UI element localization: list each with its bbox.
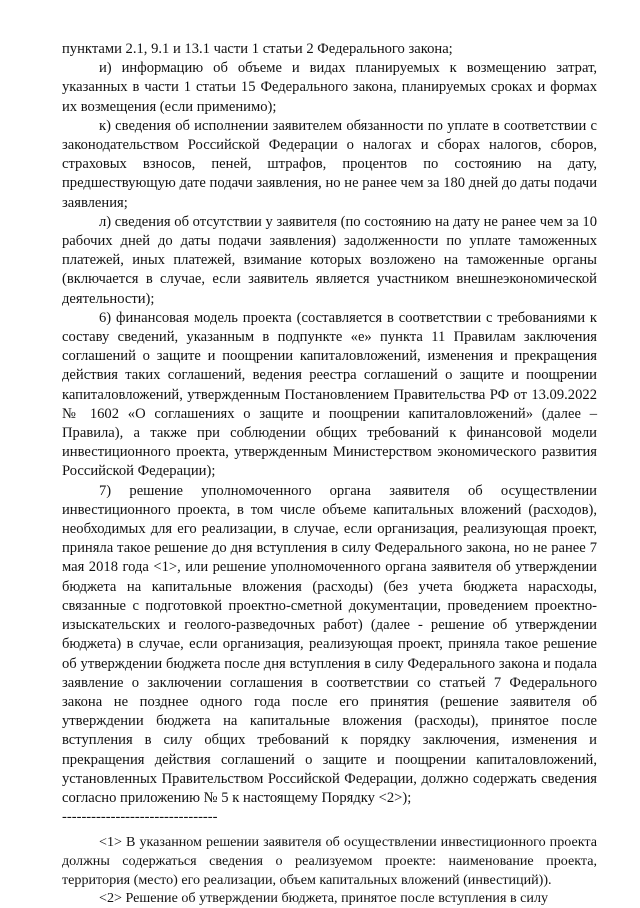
footnotes-section	[62, 833, 597, 907]
paragraph-item-k: к) сведения об исполнении заявителем обязанности по уплате в соответствии с законодательством Российской Федерации о налогах и сборах налогов, сборов, страховых взносов, пеней, штрафов, процентов по состоянию на дату, предшествующую дате подачи заявления, но не ранее чем за 180 дней до даты подачи заявления;	[62, 117, 597, 211]
document-page	[62, 40, 597, 908]
footnote-2: <2> Решение об утверждении бюджета, принятое после вступления в силу	[99, 890, 549, 907]
paragraph-continuation: пунктами 2.1, 9.1 и 13.1 части 1 статьи 2 Федерального закона;	[62, 41, 453, 57]
footnote-separator: --------------------------------	[62, 809, 218, 826]
paragraph-item-i: и) информацию об объеме и видах планируемых к возмещению затрат, указанных в части 1 статьи 15 Федерального закона, планируемых сроках и формах их возмещения (если применимо);	[62, 60, 597, 115]
paragraph-item-6: 6) финансовая модель проекта (составляется в соответствии с требованиями к составу сведений, указанным в подпункте «е» пункта 11 Правилам заключения соглашений о защите и поощрении капиталовложений, изменения и прекращения действия таких соглашений, ведения реестра соглашений о защите и поощрении капиталовложений, утвержденным Постановлением Правительства РФ от 13.09.2022 № 1602 «О соглашениях о защите и поощрении капиталовложений» (далее – Правила), а также при соблюдении общих требований к финансовой модели инвестиционного проекта, утвержденным Министерством экономического развития Российской Федерации);	[62, 309, 597, 480]
footnote-1: <1> В указанном решении заявителя об осуществлении инвестиционного проекта должны содержаться сведения о реализуемом проекте: наименование проекта, территория (место) его реализации, объем капитальных вложений (инвестиций)).	[62, 834, 597, 888]
paragraph-item-7: 7) решение уполномоченного органа заявителя об осуществлении инвестиционного проекта, в том числе объеме капитальных вложений (расходов), необходимых для его реализации, в случае, если организация, реализующая проект, приняла такое решение до дня вступления в силу Федерального закона, но не ранее 7 мая 2018 года <1>, или решение уполномоченного органа заявителя об утверждении бюджета на капитальные вложения (расходы) (без учета бюджета нарасходы, связанные с подготовкой проектно-сметной документации, проведением проектно-изыскательских и геолого-разведочных работ) (далее - решение об утверждении бюджета) в случае, если организация, реализующая проект, приняла такое решение об утверждении бюджета после дня вступления в силу Федерального закона и подала заявление о заключении соглашения в соответствии со статьей 7 Федерального закона не позднее одного года после его принятия (решение заявителя об утверждении бюджета на капитальные вложения (расходы), принятое после вступления в силу общих требований к порядку заключения, изменения и прекращения действия соглашений о защите и поощрении капиталовложений, установленных Правительством Российской Федерации, должно содержать сведения согласно приложению № 5 к настоящему Порядку <2>);	[62, 482, 597, 806]
paragraph-item-l: л) сведения об отсутствии у заявителя (по состоянию на дату не ранее чем за 10 рабочих дней до даты подачи заявления) задолженности по уплате таможенных платежей, иных платежей, взимание которых возложено на таможенные органы (включается в случае, если заявитель является участником внешнеэкономической деятельности);	[62, 213, 597, 307]
